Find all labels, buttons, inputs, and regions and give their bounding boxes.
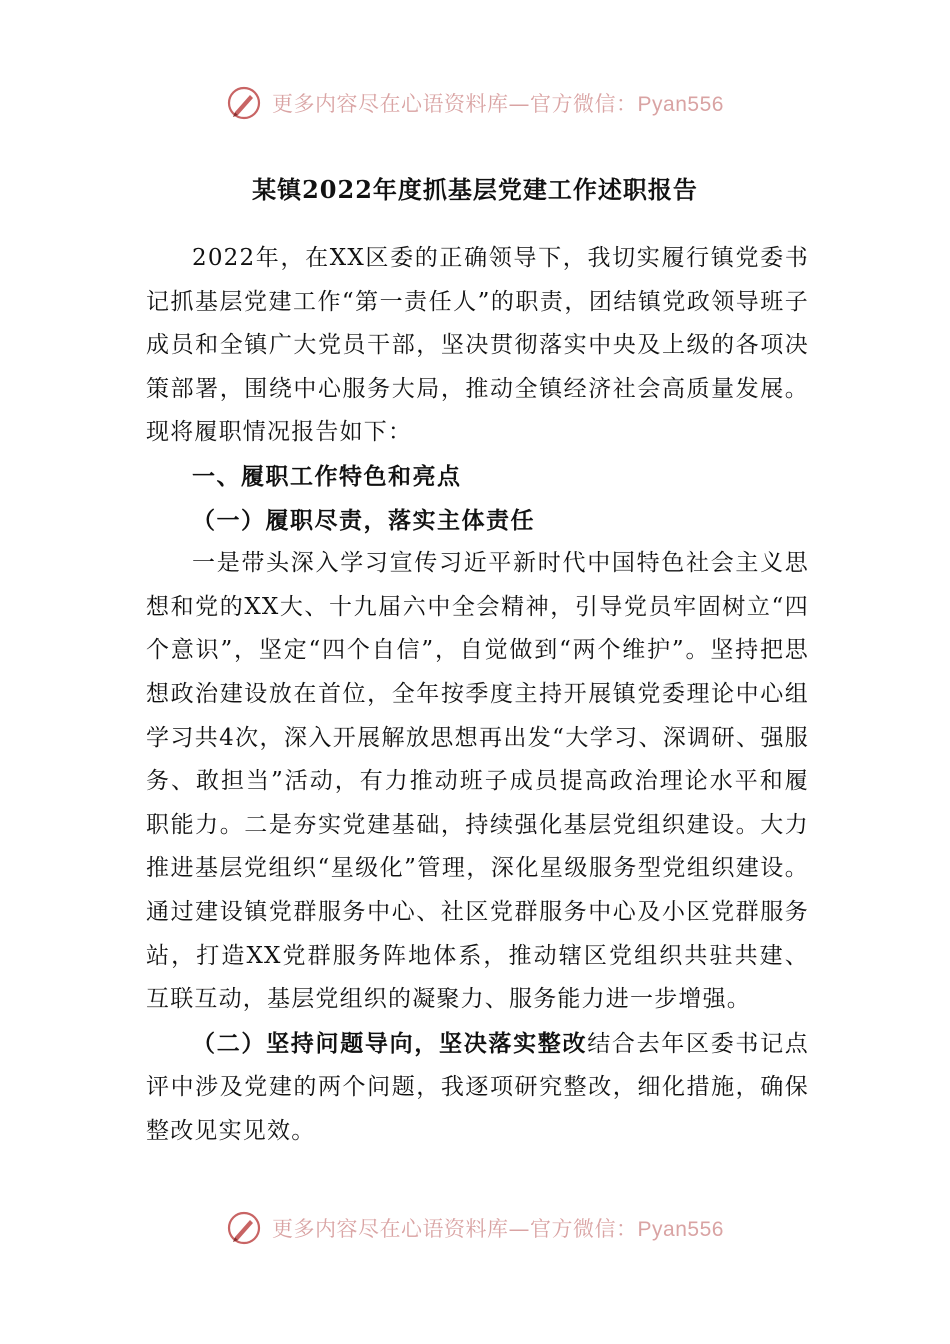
subsection-1-body: 一是带头深入学习宣传习近平新时代中国特色社会主义思想和党的XX大、十九届六中全会精神，引导党员牢固树立“四个意识”，坚定“四个自信”，自觉做到“两个维护”。坚持把思想政治建设放在首位，全年按季度主持开展镇党委理论中心组学习共4次，深入开展解放思想再出发“大学习、深调研、强服务、敢担当”活动，有力推动班子成员提高政治理论水平和履职能力。二是夯实党建基础，持续强化基层党组织建设。大力推进基层党组织“星级化”管理，深化星级服务型党组织建设。通过建设镇党群服务中心、社区党群服务中心及小区党群服务站，打造XX党群服务阵地体系，推动辖区党组织共驻共建、互联互动，基层党组织的凝聚力、服务能力进一步增强。 (146, 550, 809, 1013)
subsection-2-body: 结合去年区委书记点评中涉及党建的两个问题，我逐项研究整改，细化措施，确保整改见实见效。 (146, 1030, 809, 1144)
intro-paragraph: 2022年，在XX区委的正确领导下，我切实履行镇党委书记抓基层党建工作“第一责任人”的职责，团结镇党政领导班子成员和全镇广大党员干部，坚决贯彻落实中央及上级的各项决策部署，围绕中心服务大局，推动全镇经济社会高质量发展。现将履职情况报告如下： (146, 245, 809, 446)
watermark-banner-bottom (0, 1206, 950, 1250)
watermark-banner-top (0, 81, 950, 125)
pen-logo-icon (226, 85, 262, 121)
pen-logo-icon (226, 1210, 262, 1246)
document-body (146, 237, 809, 1153)
subsection-2-paragraph (146, 1022, 809, 1154)
watermark-text: 更多内容尽在心语资料库—官方微信：Pyan556 (272, 92, 724, 116)
document-title: 某镇2022年度抓基层党建工作述职报告 (252, 175, 698, 204)
section-heading-1: 一、履职工作特色和亮点 (192, 462, 462, 490)
subsection-heading-2: （二）坚持问题导向，坚决落实整改 (192, 1029, 588, 1057)
subsection-heading-1: （一）履职尽责，落实主体责任 (192, 506, 535, 534)
watermark-text: 更多内容尽在心语资料库—官方微信：Pyan556 (272, 1217, 724, 1241)
